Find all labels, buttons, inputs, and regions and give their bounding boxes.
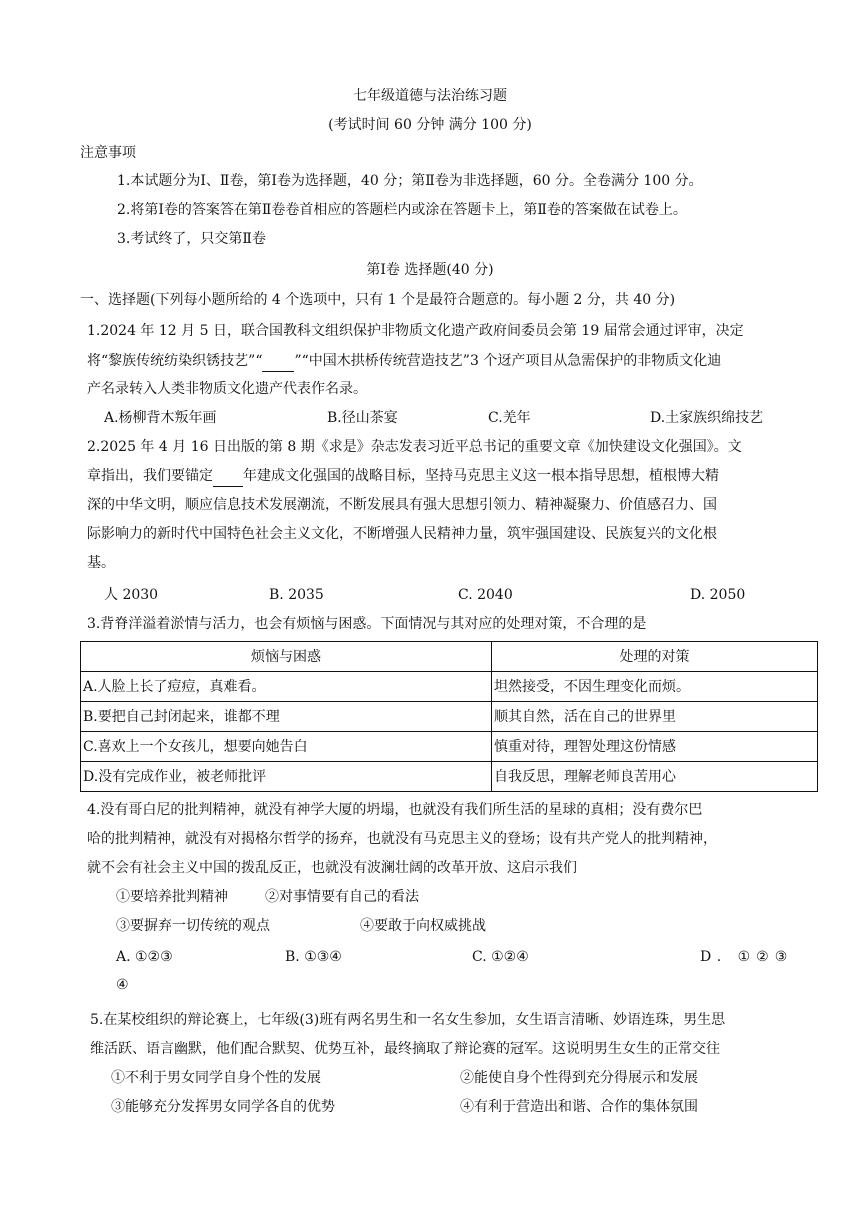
- q1-option-a: A.杨柳背木叛年画: [104, 410, 217, 426]
- table-cell: 顺其自然，活在自己的世界里: [492, 702, 818, 732]
- q4-option-d: D. ①②③: [700, 949, 794, 965]
- q4-line: 哈的批判精神，就没有对揭格尔哲学的扬弃，也就没有马克思主义的登场；设有共产党人的批判精神，: [87, 831, 717, 847]
- note-item: 2.将第Ⅰ卷的答案答在第Ⅱ卷卷首相应的答题栏内或涂在答题卡上，第Ⅱ卷的答案做在试卷上。: [117, 202, 687, 218]
- exam-subtitle: (考试时间 60 分钟 满分 100 分): [328, 117, 532, 133]
- table-cell: A.人脸上长了痘痘，真难看。: [81, 672, 492, 702]
- q2-line: [87, 466, 719, 487]
- q1-option-d: D.土家族织绵技艺: [650, 410, 764, 426]
- q4-line: 4.没有哥白尼的批判精神，就没有神学大厦的坍塌，也就没有我们所生活的星球的真相；没有费尔巴: [87, 802, 703, 818]
- q5-statement: ④有利于营造出和谐、合作的集体氛围: [460, 1099, 698, 1115]
- q1-line: 1.2024 年 12 月 5 日，联合国教科文组织保护非物质文化遗产政府间委员会第 19 届常会通过评审，决定: [87, 323, 744, 339]
- note-item: 3.考试终了，只交第Ⅱ卷: [117, 231, 266, 247]
- q4-statement: ②对事情要有自己的看法: [265, 889, 419, 905]
- q2-option-d: D. 2050: [690, 587, 746, 603]
- q4-statement: ①要培养批判精神: [116, 889, 228, 905]
- table-header-cell: 处理的对策: [492, 642, 818, 672]
- answer-blank: [262, 351, 294, 372]
- q1-text: 将“黎族传统纺染织锈技艺”“: [87, 353, 263, 369]
- table-cell: 自我反思，理解老师良苦用心: [492, 762, 818, 792]
- table-cell: 慎重对待，理智处理这份情感: [492, 732, 818, 762]
- q2-text: 章指出，我们要锚定: [87, 468, 213, 484]
- q5-statement: ②能使自身个性得到充分得展示和发展: [460, 1070, 698, 1086]
- table-header-row: [81, 642, 818, 672]
- table-cell: B.要把自己封闭起来，谁都不理: [81, 702, 492, 732]
- q2-text: 年建成文化强国的战略目标，坚持马克思主义这一根本指导思想，植根博大精: [243, 468, 719, 484]
- exam-title: 七年级道德与法治练习题: [353, 88, 507, 104]
- q2-line: 基。: [87, 555, 115, 571]
- q2-option-a: 人 2030: [104, 587, 159, 603]
- section-instruction: 一、选择题(下列每小题所给的 4 个选项中，只有 1 个是最符合题意的。每小题 2 分，共 40 分): [80, 292, 676, 308]
- section-title: 第Ⅰ卷 选择题(40 分): [366, 262, 494, 278]
- q4-statement: ④要敢于向权威挑战: [360, 918, 486, 934]
- q5-line: 5.在某校组织的辩论赛上，七年级(3)班有两名男生和一名女生参加，女生语言清晰、妙语连珠，男生思: [90, 1012, 726, 1028]
- q4-statement: ③要摒弃一切传统的观点: [116, 918, 270, 934]
- notes-heading: 注意事项: [80, 145, 136, 161]
- q3-stem: 3.背脊洋溢着淤情与活力，也会有烦恼与困惑。下面情况与其对应的处理对策，不合理的是: [87, 616, 647, 632]
- q2-line: 际影响力的新时代中国特色社会主义文化，不断增强人民精神力量，筑牢强国建设、民族复兴的文化根: [87, 526, 717, 542]
- table-row: [81, 672, 818, 702]
- q3-table: [80, 641, 818, 792]
- q5-line: 维活跃、语言幽默，他们配合默契、优势互补，最终摘取了辩论赛的冠军。这说明男生女生的正常交往: [90, 1041, 720, 1057]
- table-cell: D.没有完成作业，被老师批评: [81, 762, 492, 792]
- table-row: [81, 762, 818, 792]
- q2-line: 深的中华文明，顺应信息技术发展潮流，不断发展具有强大思想引领力、精神凝聚力、价值感召力、国: [87, 497, 717, 513]
- q4-option-d-wrap: ④: [116, 977, 129, 993]
- q1-option-b: B.径山茶宴: [327, 410, 398, 426]
- q2-option-b: B. 2035: [269, 587, 324, 603]
- q1-line: [87, 351, 721, 372]
- q2-line: 2.2025 年 4 月 16 日出版的第 8 期《求是》杂志发表习近平总书记的重要文章《加快建设文化强国》。文: [87, 439, 742, 455]
- table-row: [81, 702, 818, 732]
- answer-blank: [213, 466, 243, 487]
- note-item: 1.本试题分为Ⅰ、Ⅱ卷，第Ⅰ卷为选择题，40 分；第Ⅱ卷为非选择题，60 分。全卷满分 100 分。: [117, 173, 703, 189]
- table-cell: 坦然接受，不因生理变化而烦。: [492, 672, 818, 702]
- q4-option-c: C. ①②④: [472, 949, 529, 965]
- q5-statement: ①不利于男女同学自身个性的发展: [111, 1070, 321, 1086]
- table-header-cell: 烦恼与困惑: [81, 642, 492, 672]
- q2-option-c: C. 2040: [458, 587, 513, 603]
- q5-statement: ③能够充分发挥男女同学各自的优势: [111, 1099, 335, 1115]
- q4-line: 就不会有社会主义中国的拨乱反正，也就没有波澜壮阔的改革开放、这启示我们: [87, 860, 577, 876]
- q1-text: ”“中国木拱桥传统营造技艺”3 个迓产项目从急需保护的非物质文化迪: [294, 353, 722, 369]
- table-row: [81, 732, 818, 762]
- q1-option-c: C.羌年: [488, 410, 531, 426]
- table-cell: C.喜欢上一个女孩儿，想要向她告白: [81, 732, 492, 762]
- q4-option-a: A. ①②③: [116, 949, 173, 965]
- q1-line: 产名录转入人类非物质文化遗产代表作名录。: [87, 381, 367, 397]
- q4-option-b: B. ①③④: [285, 949, 342, 965]
